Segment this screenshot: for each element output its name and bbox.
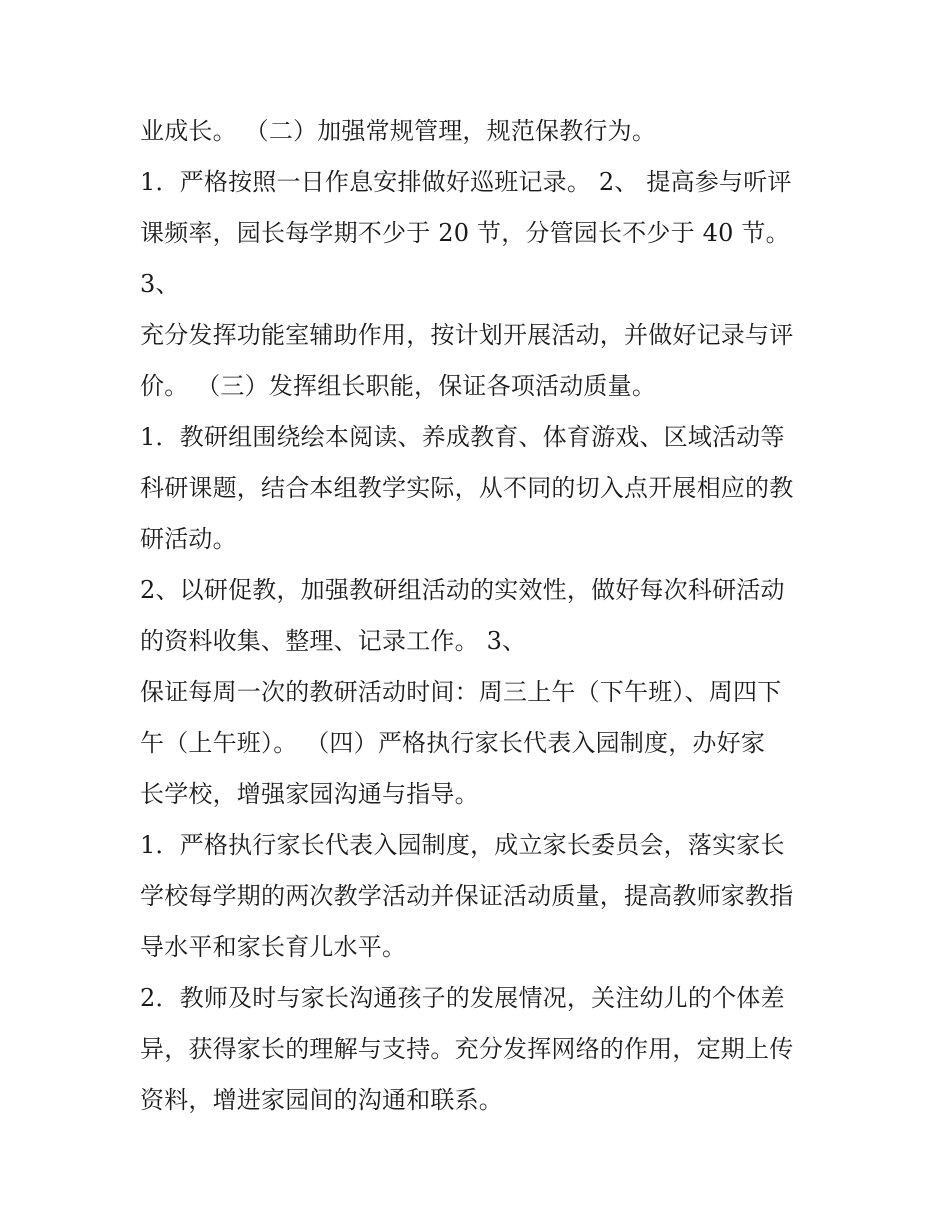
text-line: 的资料收集、整理、记录工作。 3、 <box>140 627 527 655</box>
text-line: 充分发挥功能室辅助作用，按计划开展活动，并做好记录与评 <box>140 321 794 349</box>
text-line: 1．严格执行家长代表入园制度，成立家长委员会，落实家长 <box>140 831 785 859</box>
text-line: 1．教研组围绕绘本阅读、养成教育、体育游戏、区域活动等 <box>140 423 785 451</box>
text-line: 异，获得家长的理解与支持。充分发挥网络的作用，定期上传 <box>140 1035 794 1063</box>
text-line: 3、 <box>140 270 180 298</box>
text-line: 午（上午班）。 （四）严格执行家长代表入园制度，办好家 <box>140 729 766 757</box>
text-line: 课频率，园长每学期不少于 20 节，分管园长不少于 40 节。 <box>140 219 790 247</box>
text-line: 资料，增进家园间的沟通和联系。 <box>140 1086 503 1114</box>
text-line: 价。 （三）发挥组长职能，保证各项活动质量。 <box>140 372 657 400</box>
document-body <box>140 106 820 1126</box>
text-line: 2、以研促教，加强教研组活动的实效性，做好每次科研活动 <box>140 576 785 604</box>
text-line: 1．严格按照一日作息安排做好巡班记录。 2、 提高参与听评 <box>140 168 792 196</box>
text-line: 业成长。 （二）加强常规管理，规范保教行为。 <box>140 117 657 145</box>
text-line: 学校每学期的两次教学活动并保证活动质量，提高教师家教指 <box>140 882 794 910</box>
text-line: 研活动。 <box>140 525 237 553</box>
text-line: 科研课题，结合本组教学实际，从不同的切入点开展相应的教 <box>140 474 794 502</box>
text-line: 长学校，增强家园沟通与指导。 <box>140 780 479 808</box>
text-line: 导水平和家长育儿水平。 <box>140 933 407 961</box>
text-line: 2．教师及时与家长沟通孩子的发展情况，关注幼儿的个体差 <box>140 984 785 1012</box>
text-line: 保证每周一次的教研活动时间：周三上午（下午班）、周四下 <box>140 678 782 706</box>
